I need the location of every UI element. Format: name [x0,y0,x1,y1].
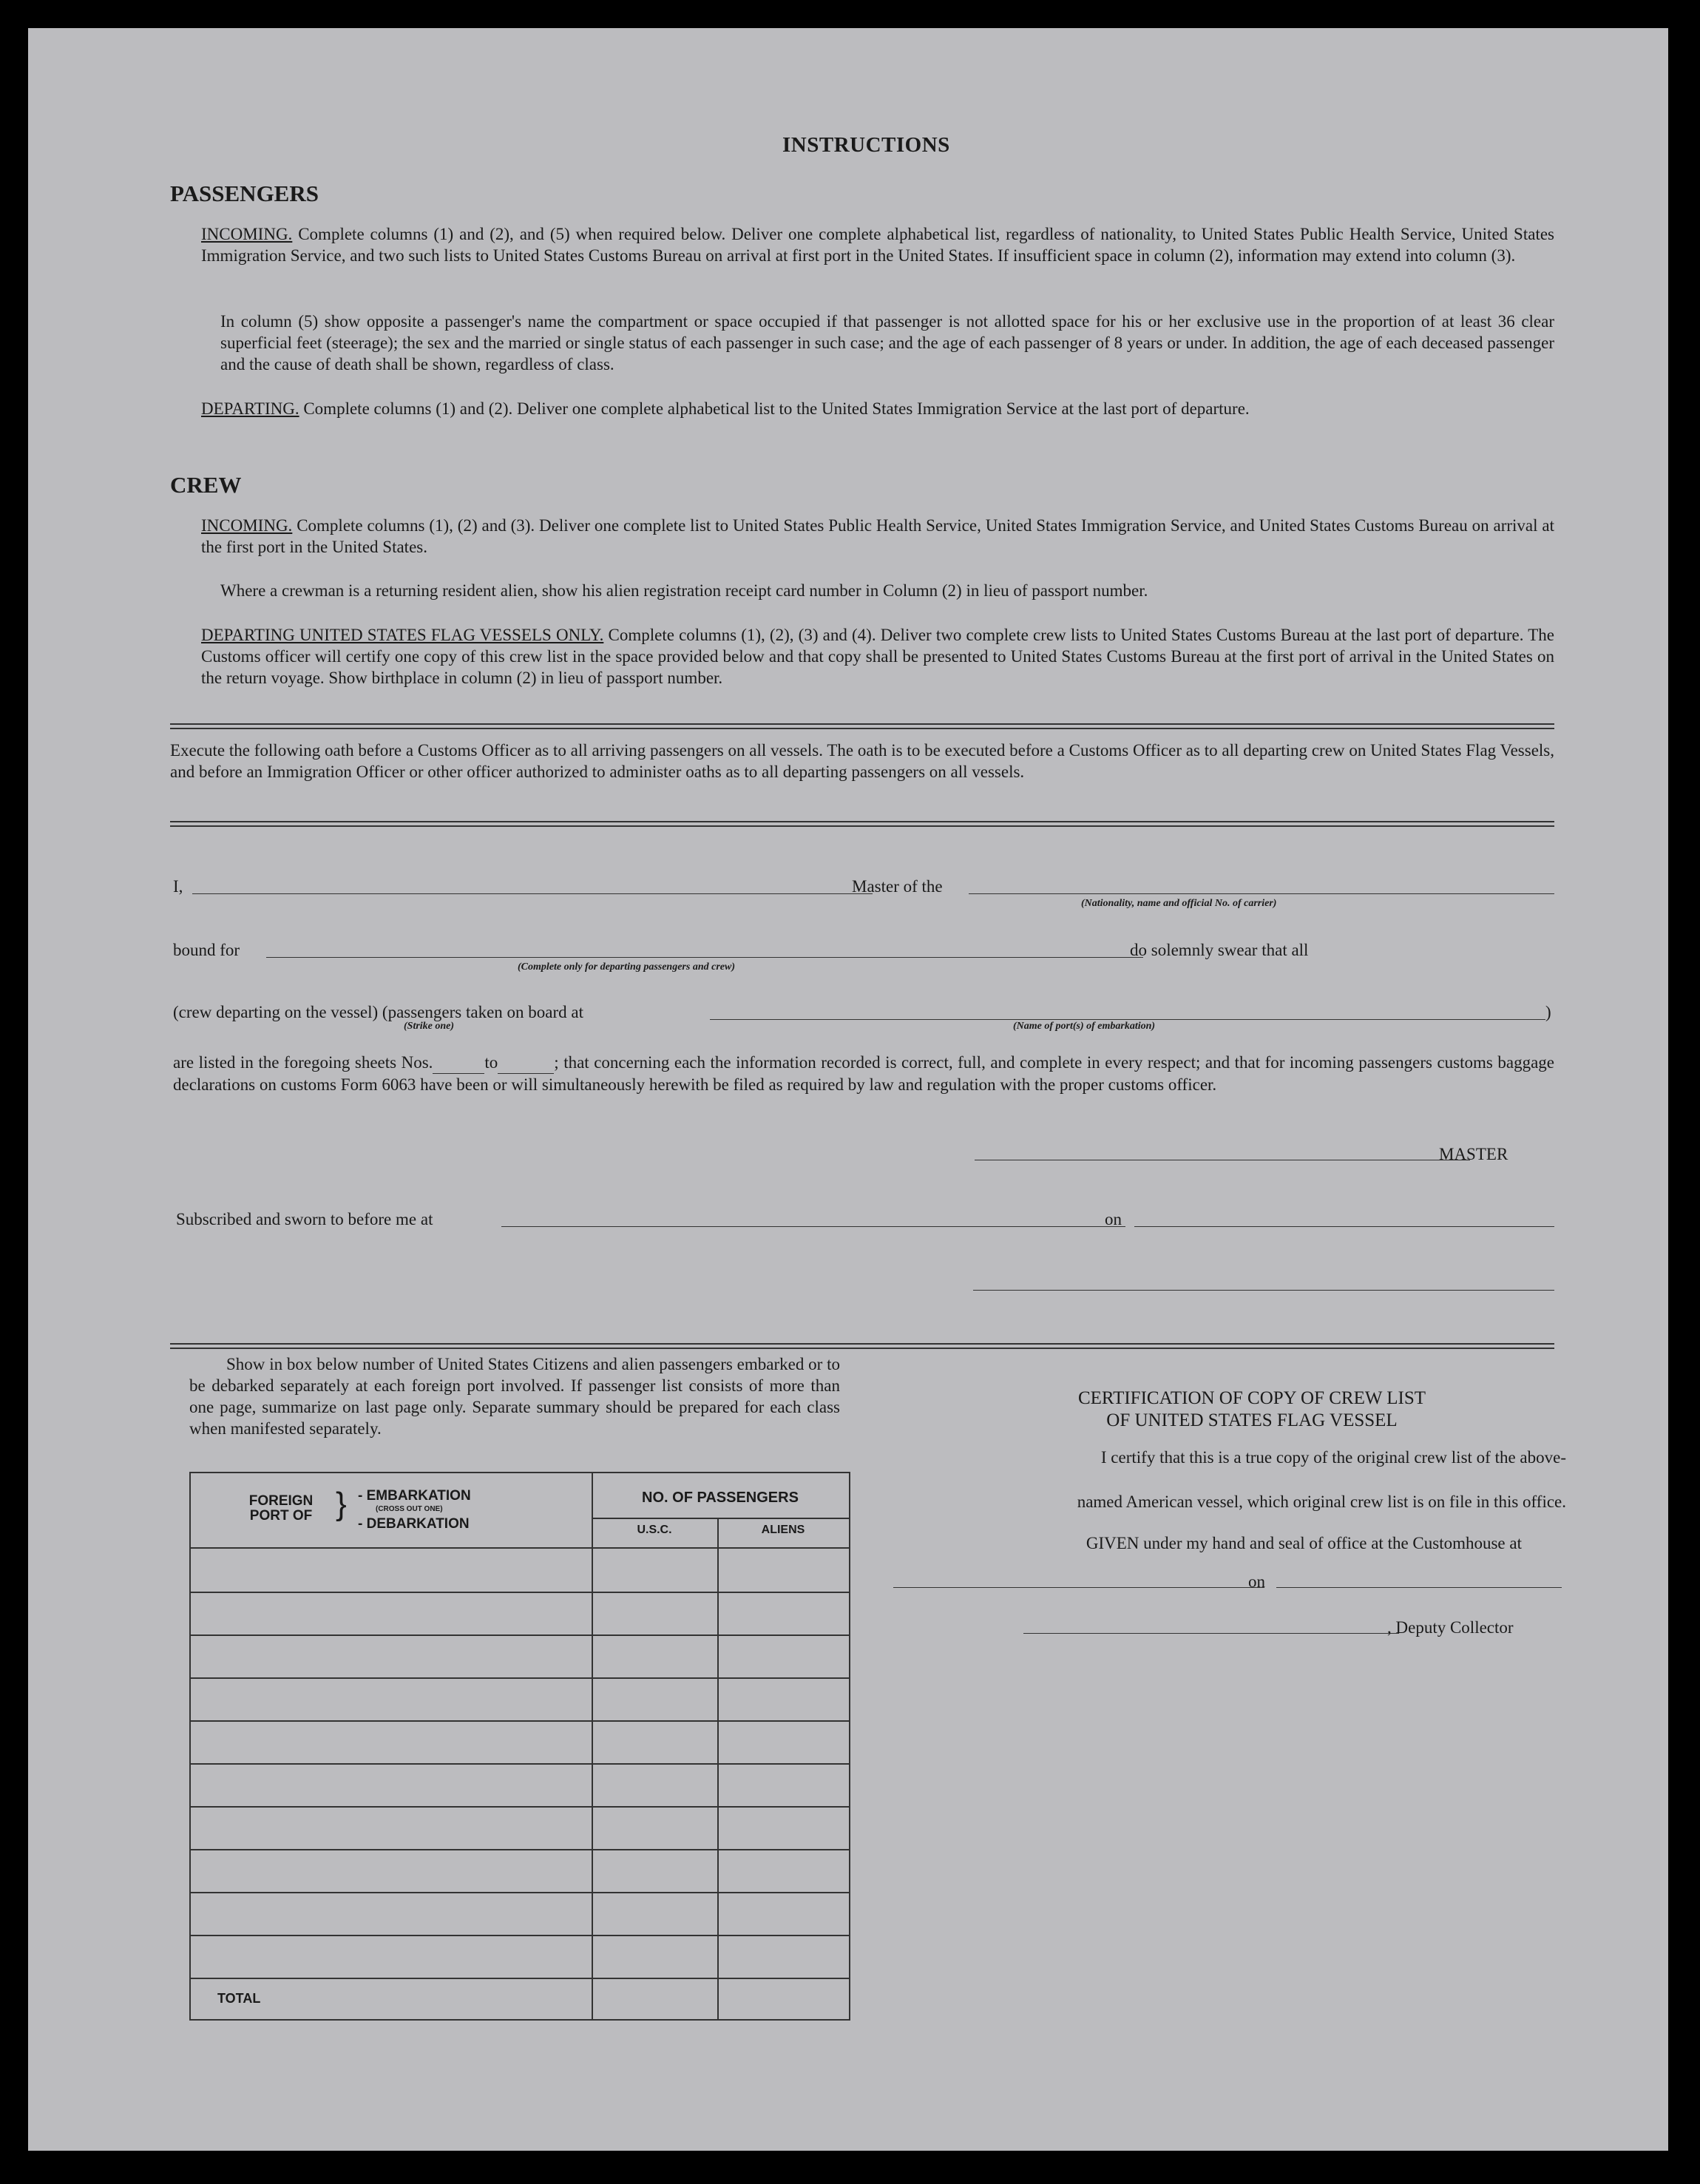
table-row[interactable] [191,1763,849,1765]
sheet-to-field[interactable] [498,1052,554,1074]
passengers-subheader-line [592,1518,849,1519]
oath-listed-paragraph [173,1052,1554,1095]
certification-title [945,1387,1559,1432]
deputy-collector-label: , Deputy Collector [1387,1618,1514,1637]
aliens-header: ALIENS [761,1524,805,1536]
oath-listed-a: are listed in the foregoing sheets Nos. [173,1053,433,1072]
passengers-departing-paragraph [201,398,1554,419]
crew-incoming-text: Complete columns (1), (2) and (3). Deliver one complete list to United States Public Health Service, United States Immigration Service, and United States Customs Bureau on arrival at the first port in the United States. [201,516,1555,556]
oath-listed-b: ; that concerning each the information recorded is correct, full, and complete in every respect; and that for incoming passengers customs baggage declarations on customs Form 6063 have been or will simultaneously herewith be filed as required by law and regulation with the proper customs officer. [173,1053,1554,1094]
no-passengers-header: NO. OF PASSENGERS [642,1490,799,1506]
header-bottom-line [191,1547,849,1549]
certify-line1: I certify that this is a true copy of the original crew list of the above- [1100,1448,1566,1467]
certification-title-line2: OF UNITED STATES FLAG VESSEL [1106,1410,1398,1430]
foreign-port-table [189,1472,850,2021]
oath-master-of: Master of the [852,877,943,896]
master-label: MASTER [1439,1145,1508,1163]
table-row[interactable] [191,1978,849,1979]
section-divider-oath [170,821,1554,827]
table-row[interactable] [191,1935,849,1936]
passengers-departing-label: DEPARTING. [201,399,299,418]
summary-instructions: Show in box below number of United States Citizens and alien passengers embarked or to be debarked separately at each foreign port involved. If passenger list consists of more than one page, summarize on last page only. Separate summary should be prepared for each class when manifested separately. [189,1355,840,1438]
crew-returning-paragraph: Where a crewman is a returning resident alien, show his alien registration receipt card number in Column (2) in lieu of passport number. [220,581,1148,600]
cert-date-field[interactable] [1276,1587,1562,1588]
strike-caption: (Strike one) [404,1021,455,1032]
subscribed-on-label: on [1105,1210,1122,1228]
crew-incoming-label: INCOMING. [201,516,293,535]
total-label: TOTAL [217,1991,261,2006]
section-divider-top [170,723,1554,729]
table-row[interactable] [191,1634,849,1636]
passengers-heading: PASSENGERS [170,180,319,206]
passengers-incoming-paragraph [201,223,1554,266]
crew-heading: CREW [170,472,242,498]
subscribed-place-field[interactable] [501,1226,1125,1227]
subscribed-date-field[interactable] [1134,1226,1554,1227]
foreign-port-header: FOREIGN PORT OF [248,1493,314,1524]
bound-for-field[interactable] [266,957,1143,958]
crew-departing-text: Complete columns (1), (2), (3) and (4). Deliver two complete crew lists to United States Customs Bureau at the last port of departure. The Customs officer will certify one copy of this crew list in the space provided below and that copy shall be presented to United States Customs Bureau at the first port of arrival in the United States on the return voyage. Show birthplace in column (2) in lieu of passport number. [201,626,1555,687]
oath-crew-departing: (crew departing on the vessel) (passengers taken on board at [173,1003,583,1021]
oath-i-label: I, [173,877,183,896]
officer-signature-field[interactable] [973,1290,1554,1291]
brace-icon: } [336,1486,347,1522]
cert-on-label: on [1248,1572,1265,1591]
oath-swear-text: do solemnly swear that all [1130,941,1309,959]
complete-caption: (Complete only for departing passengers and crew) [518,961,735,973]
embarkation-port-field[interactable] [710,1019,1545,1020]
table-row[interactable] [191,1849,849,1850]
crew-departing-paragraph [201,624,1554,689]
table-row[interactable] [191,1892,849,1893]
oath-close-paren: ) [1545,1003,1551,1021]
sheet-from-field[interactable] [433,1052,484,1074]
given-line: GIVEN under my hand and seal of office at the Customhouse at [1086,1534,1522,1552]
crew-departing-label: DEPARTING UNITED STATES FLAG VESSELS ONLY. [201,626,604,644]
passengers-departing-text: Complete columns (1) and (2). Deliver one complete alphabetical list to the United States Immigration Service at the last port of departure. [303,399,1250,418]
crew-incoming-paragraph [201,515,1554,558]
usc-header: U.S.C. [637,1524,672,1536]
carrier-field[interactable] [969,893,1554,894]
ports-caption: (Name of port(s) of embarkation) [1013,1021,1156,1032]
table-row[interactable] [191,1677,849,1679]
table-col-divider-1 [592,1473,593,2019]
certify-line2: named American vessel, which original crew list is on file in this office. [1077,1492,1566,1511]
cross-out-label: (CROSS OUT ONE) [376,1505,443,1513]
passengers-incoming-label: INCOMING. [201,225,293,243]
table-row[interactable] [191,1806,849,1808]
oath-listed-to: to [484,1053,498,1072]
customhouse-field[interactable] [893,1587,1264,1588]
section-divider-bottom [170,1343,1554,1349]
table-row[interactable] [191,1592,849,1593]
passengers-incoming-text: Complete columns (1) and (2), and (5) when required below. Deliver one complete alphabetical list, regardless of nationality, to United States Public Health Service, United States Immigration Service, and two such lists to United States Customs Bureau on arrival at first port in the United States. If insufficient space in column (2), information may extend into column (3). [201,225,1554,265]
subscribed-label: Subscribed and sworn to before me at [176,1210,433,1228]
table-row[interactable] [191,1720,849,1722]
page-title: INSTRUCTIONS [782,133,950,157]
oath-bound-for: bound for [173,941,240,959]
certification-title-line1: CERTIFICATION OF COPY OF CREW LIST [1077,1388,1426,1408]
embarkation-label: - EMBARKATION [358,1488,471,1504]
form-page [28,28,1668,2151]
debarkation-label: - DEBARKATION [358,1516,470,1532]
master-name-field[interactable] [192,893,873,894]
nationality-caption: (Nationality, name and official No. of carrier) [1081,898,1277,909]
passengers-column5-paragraph: In column (5) show opposite a passenger's name the compartment or space occupied if that passenger is not allotted space for his or her exclusive use in the proportion of at least 36 clear superficial feet (steerage); the sex and the married or single status of each passenger in such case; and the age of each passenger of 8 years or under. In addition, the age of each deceased passenger and the cause of death shall be shown, regardless of class. [220,312,1554,373]
oath-intro: Execute the following oath before a Customs Officer as to all arriving passengers on all vessels. The oath is to be executed before a Customs Officer as to all departing crew on United States Flag Vessels, and before an Immigration Officer or other officer authorized to administer oaths as to all departing passengers on all vessels. [170,741,1554,781]
deputy-signature-field[interactable] [1023,1633,1399,1634]
